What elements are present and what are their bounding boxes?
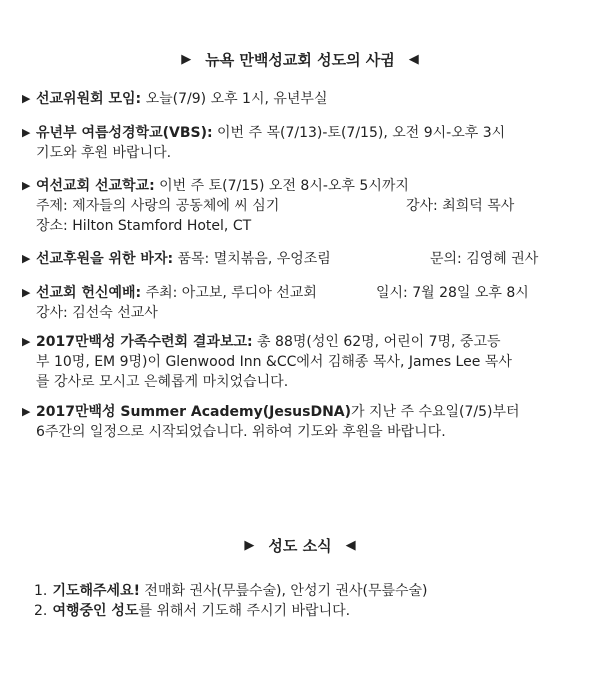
item-date: 일시: 7월 28일 오후 8시 <box>376 285 529 301</box>
item-heading: 선교위원회 모임: <box>36 91 142 107</box>
list-item <box>22 89 592 109</box>
list-item <box>22 123 592 163</box>
news-list <box>34 581 594 621</box>
item-heading: 유년부 여름성경학교(VBS): <box>36 125 213 141</box>
item-number: 2. <box>34 603 48 619</box>
bullet-icon: ▶ <box>22 92 31 105</box>
item-text: 오늘(7/9) 오후 1시, 유년부실 <box>141 91 328 107</box>
item-text-line2: 강사: 김선숙 선교사 <box>36 305 158 321</box>
item-text: 가 지난 주 수요일(7/5)부터 <box>351 404 520 420</box>
item-heading: 선교후원을 위한 바자: <box>36 251 174 267</box>
item-text: 를 위해서 기도해 주시기 바랍니다. <box>138 603 351 619</box>
item-text: 총 88명(성인 62명, 어린이 7명, 중고등 <box>252 334 501 350</box>
item-text: 주최: 아고보, 루디아 선교회 <box>141 285 317 301</box>
triangle-left-icon: ◀ <box>345 537 356 553</box>
list-item <box>22 402 592 442</box>
item-heading: 여선교회 선교학교: <box>36 178 155 194</box>
list-item <box>22 332 592 392</box>
item-text-line2: 기도와 후원 바랍니다. <box>36 145 172 161</box>
item-contact: 문의: 김영혜 권사 <box>430 251 539 267</box>
triangle-right-icon: ▶ <box>181 51 192 67</box>
item-text: 전매화 권사(무릎수술), 안성기 권사(무릎수술) <box>139 583 428 599</box>
section-header-news <box>0 533 600 557</box>
item-location: 장소: Hilton Stamford Hotel, CT <box>36 218 252 234</box>
item-heading: 2017만백성 가족수련회 결과보고: <box>36 334 253 350</box>
bullet-icon: ▶ <box>22 405 31 418</box>
item-heading: 여행중인 성도 <box>52 603 139 619</box>
item-text-line3: 를 강사로 모시고 은혜롭게 마치었습니다. <box>36 374 289 390</box>
bullet-icon: ▶ <box>22 126 31 139</box>
item-heading: 선교회 헌신예배: <box>36 285 142 301</box>
item-heading: 기도해주세요! <box>52 583 140 599</box>
item-topic: 주제: 제자들의 사랑의 공동체에 씨 심기 <box>36 198 280 214</box>
triangle-right-icon: ▶ <box>244 537 255 553</box>
item-text: 이번 주 목(7/13)-토(7/15), 오전 9시-오후 3시 <box>212 125 506 141</box>
announcement-list <box>22 89 592 457</box>
list-item <box>22 176 592 236</box>
list-item <box>22 249 592 269</box>
item-speaker: 강사: 최희덕 목사 <box>406 198 515 214</box>
item-number: 1. <box>34 583 48 599</box>
section-title: 뉴욕 만백성교회 성도의 사귐 <box>205 50 395 69</box>
bullet-icon: ▶ <box>22 286 31 299</box>
section-title: 성도 소식 <box>268 536 332 555</box>
item-text: 이번 주 토(7/15) 오전 8시-오후 5시까지 <box>154 178 409 194</box>
bullet-icon: ▶ <box>22 335 31 348</box>
bullet-icon: ▶ <box>22 179 31 192</box>
item-text-line2: 부 10명, EM 9명)이 Glenwood Inn &CC에서 김해종 목사, James Lee 목사 <box>36 354 512 370</box>
section-header-fellowship <box>0 47 600 71</box>
bullet-icon: ▶ <box>22 252 31 265</box>
list-item <box>34 601 594 621</box>
list-item <box>34 581 594 601</box>
list-item <box>22 283 592 323</box>
item-text: 품목: 멸치볶음, 우엉조림 <box>173 251 331 267</box>
item-text-line2: 6주간의 일정으로 시작되었습니다. 위하여 기도와 후원을 바랍니다. <box>36 424 446 440</box>
item-heading: 2017만백성 Summer Academy(JesusDNA) <box>36 404 352 420</box>
triangle-left-icon: ◀ <box>408 51 419 67</box>
